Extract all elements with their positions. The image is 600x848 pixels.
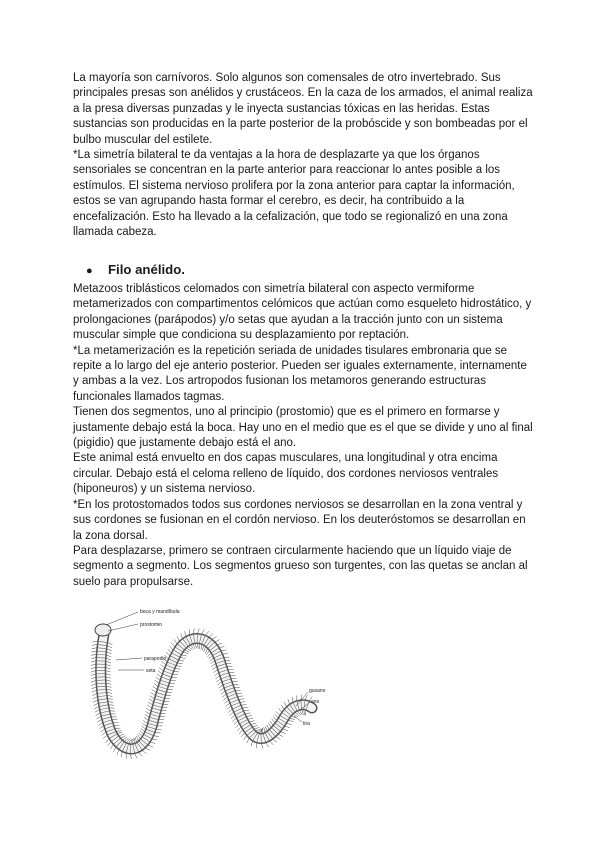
seta (145, 748, 150, 751)
seta (107, 696, 112, 697)
seta (236, 724, 240, 728)
worm-drawing (72, 606, 334, 766)
seta (183, 652, 188, 653)
figure-label: tira (303, 721, 310, 727)
seta (278, 734, 283, 736)
paragraph: La mayoría son carnívoros. Solo algunos son comensales de otro invertebrado. Sus principales presas son anélidos y crustáceos. En la caza de los armados, el animal realiza a la presa diversas punzadas y le inyecta sustancias tóxicas en las heridas. Estas sustancias son producidas en la parte posterior de la probóscide y son bombeadas por el bulbo muscular del estilete. (73, 72, 533, 146)
seta (245, 713, 250, 714)
seta (185, 631, 186, 636)
seta (106, 674, 111, 675)
seta (142, 723, 146, 726)
seta (107, 692, 112, 693)
seta (117, 732, 122, 733)
seta (223, 697, 227, 700)
paragraph: *La simetría bilateral te da ventajas a la hora de desplazarte ya que los órganos sensoriales se concentran en la parte anterior para reaccionar lo antes posible a los estímulos. El sistema nervioso prolifera por la zona anterior para captar la información, estos se van agrupando hasta formar el cerebro, es decir, ha contribuido a la encefalización. Esto ha llevado a la cefalización, que todo se regionalizó en una zona llamada cabeza. (73, 149, 515, 239)
seta (304, 710, 305, 715)
seta (281, 705, 284, 709)
paragraph: Para desplazarse, primero se contraen circularmente haciendo que un líquido viaje de segmento a segmento. Los segmentos grueso son turgentes, con las quetas se anclan al suelo para propulsarse. (73, 544, 528, 588)
seta (91, 674, 96, 676)
seta (91, 654, 96, 655)
label-leaders (106, 612, 310, 722)
seta (275, 714, 278, 718)
seta (226, 703, 230, 706)
seta (123, 737, 127, 740)
seta (266, 743, 269, 747)
seta (224, 700, 228, 703)
seta (278, 708, 281, 712)
worm-head (95, 624, 111, 636)
seta (251, 723, 256, 724)
seta (106, 667, 111, 669)
annelid-worm-illustration (72, 606, 334, 766)
figure-label: parapodio (144, 656, 167, 662)
seta (241, 733, 244, 737)
seta (97, 719, 101, 722)
seta (270, 741, 274, 745)
seta (106, 655, 111, 657)
seta (212, 636, 216, 639)
seta (106, 661, 111, 663)
seta (216, 679, 220, 682)
seta (202, 629, 205, 634)
seta (268, 723, 271, 728)
seta (108, 702, 113, 703)
seta (281, 732, 286, 734)
seta (121, 736, 126, 738)
seta (232, 718, 236, 722)
seta (215, 676, 219, 679)
seta (153, 686, 157, 689)
section-heading (86, 262, 185, 279)
seta (142, 726, 146, 729)
seta (221, 691, 225, 694)
seta (244, 710, 249, 711)
seta (160, 665, 164, 668)
seta (171, 643, 174, 647)
seta (254, 727, 259, 729)
paragraph: *En los protostomados todos sus cordones nerviosos se desarrollan en la zona ventral y sus cordones se fusionan en el cordón nervioso. En los deuteróstomos se desarrollan en la zona dorsal. (73, 498, 526, 542)
seta (221, 650, 226, 651)
seta (117, 750, 119, 755)
seta (91, 658, 96, 659)
seta (273, 739, 277, 742)
paragraph: Tienen dos segmentos, uno al principio (prostomio) que es el primero en formarse y justamente debajo está la boca. Hay uno en el medio que es el que se divide y uno al final (pigidio) que justamente debajo está el ano. (73, 406, 533, 450)
seta (96, 713, 101, 716)
seta (102, 732, 106, 735)
seta (159, 668, 163, 671)
seta (228, 709, 232, 712)
seta (273, 716, 276, 720)
seta (106, 677, 111, 678)
seta (240, 702, 245, 703)
seta (92, 648, 97, 649)
seta (267, 725, 269, 730)
seta (140, 731, 144, 735)
seta (272, 719, 275, 723)
seta (276, 712, 280, 716)
seta (141, 728, 145, 731)
seta (106, 664, 111, 666)
seta (261, 744, 263, 749)
worm-segments (91, 629, 313, 759)
seta (234, 721, 238, 725)
seta (148, 745, 153, 747)
seta (94, 703, 99, 705)
seta (154, 736, 159, 737)
seta (103, 735, 107, 738)
seta (182, 655, 187, 656)
seta (247, 738, 249, 743)
seta (92, 651, 97, 652)
seta (96, 716, 100, 719)
seta (139, 733, 142, 737)
seta (91, 661, 96, 662)
seta (119, 734, 124, 736)
seta (250, 721, 255, 722)
seta (91, 667, 96, 668)
bullet-icon: ● (86, 265, 93, 277)
seta (135, 737, 137, 742)
seta (92, 694, 97, 696)
seta (223, 654, 228, 655)
seta (205, 631, 208, 635)
paragraph: *La metamerización es la repetición seriada de unidades tisulares embronaria que se repite a lo largo del eje anterio posterior. Pueden ser iguales externamente, internamente y ambas a la vez. Los artropodos fusionan los metamoros generando estructuras funcionales llamados tagmas. (73, 344, 527, 403)
seta (237, 727, 241, 731)
seta (106, 658, 111, 660)
seta (91, 677, 96, 679)
seta (93, 700, 98, 702)
seta (185, 650, 190, 652)
seta (285, 726, 290, 728)
seta (230, 712, 234, 715)
seta (218, 682, 222, 685)
seta (179, 660, 184, 661)
seta (166, 652, 170, 656)
seta (217, 643, 222, 645)
seta (175, 669, 180, 670)
seta (284, 702, 286, 707)
seta (168, 649, 172, 653)
seta (231, 715, 235, 718)
seta (152, 690, 156, 693)
seta (212, 667, 216, 670)
seta (239, 730, 242, 734)
seta (276, 737, 280, 740)
seta (91, 680, 96, 682)
seta (107, 652, 112, 654)
seta (220, 688, 224, 691)
seta (209, 634, 213, 637)
seta (91, 687, 96, 689)
seta (193, 629, 194, 634)
seta (92, 644, 97, 645)
seta (142, 750, 146, 753)
seta (201, 644, 202, 649)
seta (198, 629, 200, 634)
seta (106, 686, 111, 687)
seta (270, 721, 273, 725)
seta (121, 752, 122, 757)
seta (177, 636, 179, 641)
seta (145, 714, 149, 717)
paragraph: Metazoos triblásticos celomados con simetría bilateral con aspecto vermiforme metamerizados con compartimentos celómicos que actúan como esqueleto hidrostático, y prolongaciones (parápodos) y/o setas que ayudan a la tracción junto con un sistema muscular simple que condiciona su desplazamiento por reptación. (73, 283, 532, 342)
seta (154, 683, 158, 686)
seta (222, 694, 226, 697)
seta (135, 754, 137, 759)
seta (177, 663, 182, 664)
seta (227, 706, 231, 709)
seta (91, 664, 96, 665)
seta (305, 695, 307, 700)
seta (169, 646, 173, 650)
seta (204, 647, 206, 652)
figure-label: prostomio (140, 622, 162, 628)
seta (114, 747, 116, 752)
seta (150, 696, 154, 699)
seta (136, 736, 138, 741)
seta (93, 641, 98, 642)
seta (197, 643, 198, 648)
figure-label: seta (146, 668, 156, 674)
seta (207, 653, 210, 657)
paragraph: Este animal está envuelto en dos capas musculares, una longitudinal y otra encima circular. Debajo está el celoma relleno de líquido, dos cordones nerviosos ventrales (hiponeuros) y un sistema nervioso. (73, 452, 499, 496)
seta (149, 699, 153, 702)
seta (244, 736, 247, 740)
seta (99, 726, 103, 729)
seta (108, 742, 111, 746)
seta (288, 720, 293, 721)
seta (147, 705, 151, 708)
seta (206, 651, 209, 655)
seta (248, 718, 253, 719)
section-text-block (73, 282, 533, 590)
seta (219, 685, 223, 688)
seta (210, 658, 214, 661)
seta (205, 649, 208, 654)
seta (152, 739, 157, 740)
seta (108, 699, 113, 700)
seta (210, 661, 214, 664)
seta (143, 721, 147, 724)
seta (215, 640, 220, 642)
seta (214, 673, 218, 676)
seta (107, 649, 112, 651)
seta (139, 752, 142, 756)
seta (219, 646, 224, 647)
seta (211, 664, 215, 667)
seta (106, 680, 111, 681)
seta (108, 643, 113, 645)
seta (158, 671, 162, 674)
seta (155, 680, 159, 683)
seta (109, 705, 114, 706)
intro-text-block (73, 71, 533, 240)
seta (100, 729, 104, 732)
figure-label: ano (311, 699, 320, 705)
seta (105, 739, 108, 743)
seta (202, 646, 203, 651)
seta (150, 742, 155, 743)
seta (181, 634, 183, 639)
seta (292, 697, 293, 702)
seta (180, 657, 185, 658)
seta (176, 666, 181, 667)
seta (174, 639, 177, 643)
seta (157, 674, 161, 677)
seta (156, 677, 160, 680)
seta (290, 718, 295, 720)
seta (151, 693, 155, 696)
seta (146, 711, 150, 714)
seta (94, 707, 99, 709)
seta (209, 655, 213, 659)
section-heading-text: Filo anélido. (108, 262, 185, 277)
seta (107, 646, 112, 648)
seta (137, 734, 140, 738)
figure-label: boca y mandíbula (140, 609, 180, 615)
seta (106, 683, 111, 684)
seta (186, 648, 191, 651)
seta (241, 705, 246, 706)
seta (251, 741, 252, 746)
seta (107, 689, 112, 690)
seta (213, 670, 217, 673)
seta (287, 723, 292, 724)
seta (144, 718, 148, 721)
seta (283, 729, 288, 731)
seta (91, 684, 96, 686)
seta (253, 725, 258, 727)
seta (243, 707, 248, 708)
seta (106, 671, 111, 672)
seta (116, 731, 121, 732)
figure-label: gusano (309, 688, 326, 694)
seta (265, 726, 267, 731)
seta (146, 708, 150, 711)
seta (130, 754, 131, 759)
seta (110, 745, 113, 749)
seta (91, 671, 96, 673)
seta (134, 738, 135, 743)
seta (92, 690, 97, 692)
seta (93, 697, 98, 699)
seta (288, 699, 290, 704)
seta (247, 716, 252, 717)
seta (264, 727, 265, 732)
seta (148, 702, 152, 705)
seta (98, 723, 102, 726)
seta (95, 710, 100, 712)
